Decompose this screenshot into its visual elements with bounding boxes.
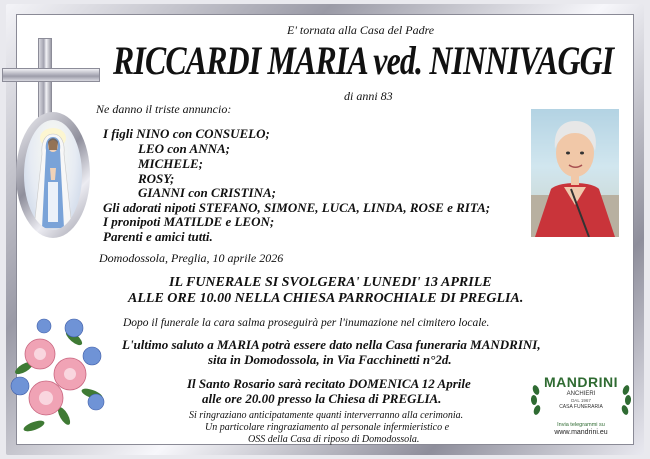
logo-sub: ANCHIERI (566, 391, 596, 397)
family-line-1: I figli NINO con CONSUELO; (103, 126, 270, 141)
deceased-photo (531, 109, 619, 237)
madonna-icon (24, 120, 82, 230)
family-line-2: LEO con ANNA; (138, 141, 230, 156)
rosary-line-1: Il Santo Rosario sarà recitato DOMENICA 12 Aprile (187, 376, 471, 391)
burial-line: Dopo il funerale la cara salma proseguirà per l'inumazione nel cimitero locale. (123, 317, 490, 329)
age-line: di anni 83 (344, 89, 393, 103)
tornata-line: E' tornata alla Casa del Padre (287, 23, 435, 37)
family-line-6: Gli adorati nipoti STEFANO, SIMONE, LUCA, LINDA, ROSE e RITA; (103, 200, 491, 215)
thanks-line-1: Si ringraziano anticipatamente quanti interverranno alla cerimonia. (189, 410, 464, 421)
logo-url[interactable]: www.mandrini.eu (554, 429, 608, 436)
rosary-line-2: alle ore 20.00 presso la Chiesa di PREGLIA. (202, 391, 442, 406)
mandrini-logo (528, 370, 634, 440)
farewell-line-2: sita in Domodossola, in Via Facchinetti n°2d. (208, 352, 452, 367)
family-line-3: MICHELE; (138, 156, 204, 171)
funeral-line-1: IL FUNERALE SI SVOLGERA' LUNEDI' 13 APRILE (169, 275, 492, 290)
thanks-line-2: Un particolare ringraziamento al personale infermieristico e (205, 422, 450, 433)
logo-type: CASA FUNERARIA (559, 404, 603, 410)
deceased-name: RICCARDI MARIA ved. NINNIVAGGI (113, 38, 614, 83)
family-line-4: ROSY; (138, 171, 175, 186)
farewell-line-1: L'ultimo saluto a MARIA potrà essere dato nella Casa funeraria MANDRINI, (122, 337, 541, 352)
logo-name: MANDRINI (544, 374, 618, 390)
logo-link-label: Invia telegrammi su (557, 422, 605, 428)
thanks-line-3: OSS della Casa di riposo di Domodossola. (248, 434, 420, 445)
family-line-8: Parenti e amici tutti. (103, 229, 213, 244)
family-line-5: GIANNI con CRISTINA; (138, 185, 276, 200)
announce-line: Ne danno il triste annuncio: (96, 102, 232, 116)
family-line-7: I pronipoti MATILDE e LEON; (103, 214, 275, 229)
funeral-line-2: ALLE ORE 10.00 NELLA CHIESA PARROCHIALE DI PREGLIA. (128, 291, 524, 306)
cross-bar (2, 68, 100, 82)
place-date: Domodossola, Preglia, 10 aprile 2026 (99, 251, 284, 265)
logo-since: DAL 1967 (571, 398, 591, 403)
flowers-icon (4, 298, 112, 446)
